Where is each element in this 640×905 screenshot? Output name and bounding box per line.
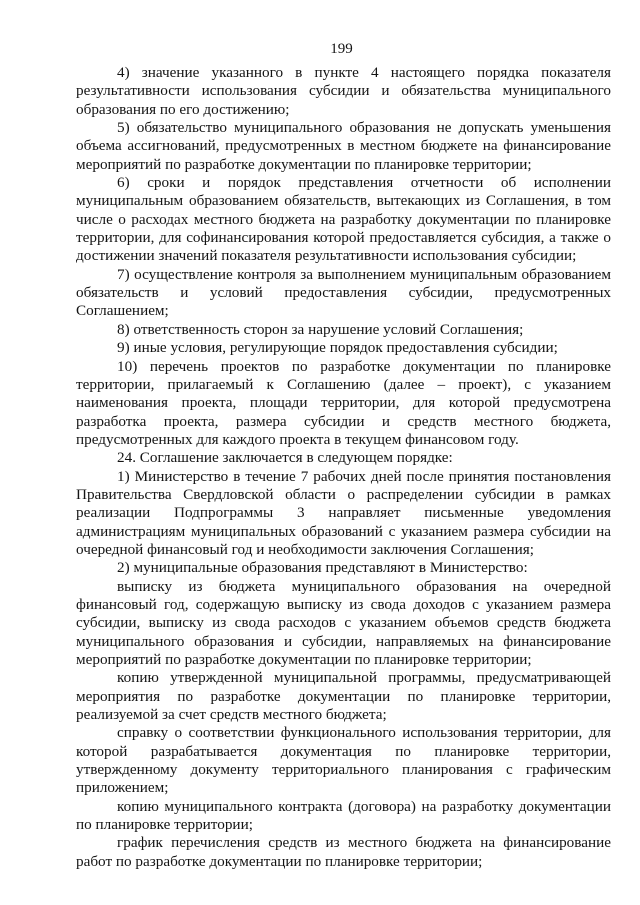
paragraph-transfer-schedule: график перечисления средств из местного бюджета на финансирование работ по разработке документации по планировке территории; [76,834,611,870]
paragraph-item-7: 7) осуществление контроля за выполнением муниципальным образованием обязательств и условий предоставления субсидии, предусмотренных Соглашением; [76,265,611,320]
paragraph-step-2: 2) муниципальные образования представляют в Министерство: [117,559,528,577]
paragraph-item-5: 5) обязательство муниципального образования не допускать уменьшения объема ассигнований, предусмотренных в местном бюджете на финансирование мероприятий по разработке документации по планировке территории; [76,119,611,173]
paragraph-item-10: 10) перечень проектов по разработке документации по планировке территории, прилагаемый к Соглашению (далее – проект), с указанием наименования проекта, площади территории, для которой предусмотрена разработка проекта, размера субсидии и средств местного бюджета, предусмотренных для каждого проекта в текущем финансовом году. [76,357,611,448]
document-body [76,64,611,871]
paragraph-contract-copy: копию муниципального контракта (договора) на разработку документации по планировке территории; [76,797,611,834]
paragraph-item-6: 6) сроки и порядок представления отчетности об исполнении муниципальным образованием обязательств, вытекающих из Соглашения, в том числе о расходах местного бюджета на разработку документации по планировке территории, для софинансирования которой предоставляется субсидия, а также о достижении значений показателя результативности использования субсидии; [76,174,611,265]
paragraph-compliance-certificate: справку о соответствии функционального использования территории, для которой разрабатывается документация по планировке территории, утвержденному документу территориального планирования с графическим приложением; [76,724,611,797]
paragraph-program-copy: копию утвержденной муниципальной программы, предусматривающей мероприятия по разработке документации по планировке территории, реализуемой за счет средств местного бюджета; [76,669,611,724]
paragraph-item-4: 4) значение указанного в пункте 4 настоящего порядка показателя результативности использования субсидии и обязательства муниципального образования по его достижению; [76,64,611,118]
page-number: 199 [330,41,353,57]
paragraph-step-1: 1) Министерство в течение 7 рабочих дней после принятия постановления Правительства Свердловской области о распределении субсидии в рамках реализации Подпрограммы 3 направляет письменные уведомления администрациям муниципальных образований с указанием размера субсидии на очередной финансовый год и необходимости заключения Соглашения; [76,467,611,558]
paragraph-item-9: 9) иные условия, регулирующие порядок предоставления субсидии; [117,339,558,357]
paragraph-budget-extract: выписку из бюджета муниципального образования на очередной финансовый год, содержащую выписку из свода доходов с указанием размера субсидии, выписку из свода расходов с указанием объемов средств бюджета муниципального образования и субсидии, направляемых на финансирование мероприятий по разработке документации по планировке территории; [76,577,611,668]
paragraph-section-24: 24. Соглашение заключается в следующем порядке: [117,449,453,467]
paragraph-item-8: 8) ответственность сторон за нарушение условий Соглашения; [117,320,524,338]
